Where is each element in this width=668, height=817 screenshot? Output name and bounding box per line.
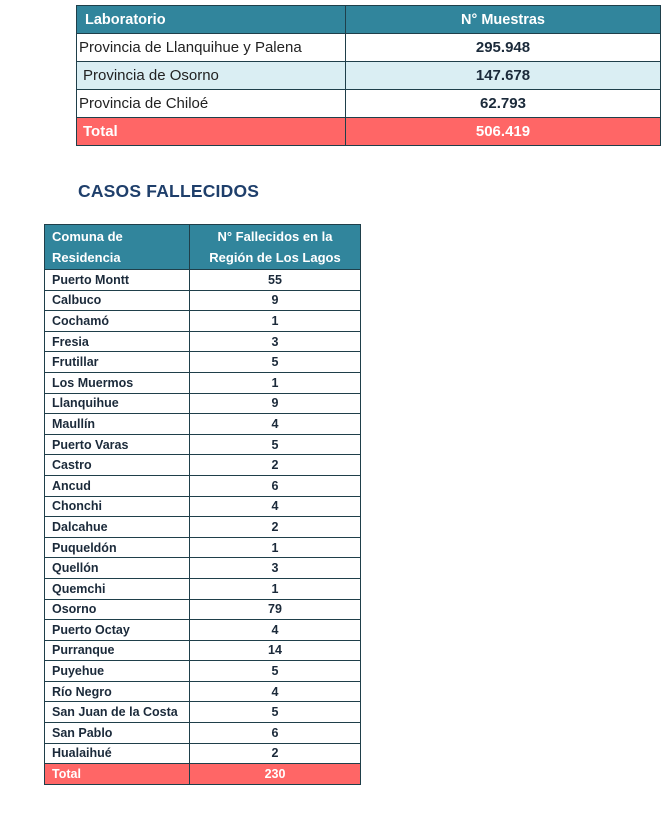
comuna-name: Hualaihué (45, 743, 190, 764)
deaths-by-comuna-table (44, 224, 361, 785)
comuna-name: Quemchi (45, 578, 190, 599)
section-heading-casos-fallecidos: CASOS FALLECIDOS (78, 181, 260, 201)
table-row (77, 90, 661, 118)
table-row (45, 414, 361, 435)
deaths-count: 4 (190, 681, 361, 702)
deaths-count: 9 (190, 393, 361, 414)
table-row (45, 599, 361, 620)
header-comuna-line1: Comuna de (52, 229, 123, 244)
comuna-name: Puqueldón (45, 537, 190, 558)
deaths-count: 6 (190, 475, 361, 496)
deaths-count: 5 (190, 434, 361, 455)
column-header-laboratorio: Laboratorio (77, 6, 346, 34)
comuna-name: Puyehue (45, 661, 190, 682)
comuna-name: Purranque (45, 640, 190, 661)
comuna-name: Quellón (45, 558, 190, 579)
lab-name: Provincia de Osorno (77, 62, 346, 90)
lab-samples-table (76, 5, 661, 146)
total-deaths-value: 230 (190, 764, 361, 785)
total-row (77, 118, 661, 146)
header-count-line2: Región de Los Lagos (209, 250, 341, 265)
table-row (45, 475, 361, 496)
comuna-name: Fresia (45, 331, 190, 352)
table-row (77, 34, 661, 62)
table-row (45, 702, 361, 723)
table-row (45, 620, 361, 641)
table-row (45, 578, 361, 599)
table-row (45, 434, 361, 455)
table-row (45, 517, 361, 538)
total-samples-value: 506.419 (346, 118, 661, 146)
deaths-count: 2 (190, 455, 361, 476)
table-row (45, 290, 361, 311)
column-header-muestras: N° Muestras (346, 6, 661, 34)
deaths-count: 2 (190, 517, 361, 538)
lab-samples-value: 147.678 (346, 62, 661, 90)
table-row (45, 311, 361, 332)
comuna-name: Chonchi (45, 496, 190, 517)
total-label: Total (77, 118, 346, 146)
comuna-name: Castro (45, 455, 190, 476)
deaths-count: 1 (190, 372, 361, 393)
lab-name: Provincia de Llanquihue y Palena (77, 34, 346, 62)
column-header-comuna (45, 225, 190, 270)
lab-samples-value: 295.948 (346, 34, 661, 62)
deaths-count: 4 (190, 496, 361, 517)
comuna-name: Puerto Octay (45, 620, 190, 641)
table-row (45, 270, 361, 291)
total-row (45, 764, 361, 785)
table-row (45, 681, 361, 702)
lab-table-header-row (77, 6, 661, 34)
deaths-count: 5 (190, 702, 361, 723)
comuna-name: Frutillar (45, 352, 190, 373)
lab-name: Provincia de Chiloé (77, 90, 346, 118)
table-row (45, 331, 361, 352)
table-row (45, 537, 361, 558)
table-row (45, 640, 361, 661)
deaths-count: 1 (190, 578, 361, 599)
header-count-line1: N° Fallecidos en la (217, 229, 333, 244)
table-row (45, 455, 361, 476)
comuna-name: Ancud (45, 475, 190, 496)
table-row (45, 372, 361, 393)
table-row (45, 743, 361, 764)
deaths-count: 2 (190, 743, 361, 764)
table-row (45, 723, 361, 744)
comuna-name: Puerto Varas (45, 434, 190, 455)
deaths-count: 5 (190, 661, 361, 682)
table-row (77, 62, 661, 90)
table-row (45, 661, 361, 682)
comuna-name: Llanquihue (45, 393, 190, 414)
deaths-count: 79 (190, 599, 361, 620)
deaths-table-body (45, 270, 361, 785)
deaths-count: 9 (190, 290, 361, 311)
comuna-name: Puerto Montt (45, 270, 190, 291)
comuna-name: Maullín (45, 414, 190, 435)
table-row (45, 496, 361, 517)
deaths-count: 6 (190, 723, 361, 744)
deaths-count: 14 (190, 640, 361, 661)
lab-samples-value: 62.793 (346, 90, 661, 118)
table-row (45, 393, 361, 414)
deaths-count: 55 (190, 270, 361, 291)
header-comuna-line2: Residencia (52, 250, 121, 265)
comuna-name: San Juan de la Costa (45, 702, 190, 723)
comuna-name: Calbuco (45, 290, 190, 311)
comuna-name: Los Muermos (45, 372, 190, 393)
deaths-table-header-row (45, 225, 361, 270)
deaths-count: 1 (190, 311, 361, 332)
table-row (45, 352, 361, 373)
comuna-name: Río Negro (45, 681, 190, 702)
total-label: Total (45, 764, 190, 785)
column-header-fallecidos (190, 225, 361, 270)
deaths-count: 1 (190, 537, 361, 558)
comuna-name: San Pablo (45, 723, 190, 744)
table-row (45, 558, 361, 579)
deaths-count: 3 (190, 558, 361, 579)
deaths-count: 5 (190, 352, 361, 373)
deaths-count: 4 (190, 414, 361, 435)
comuna-name: Osorno (45, 599, 190, 620)
deaths-count: 4 (190, 620, 361, 641)
deaths-count: 3 (190, 331, 361, 352)
comuna-name: Cochamó (45, 311, 190, 332)
comuna-name: Dalcahue (45, 517, 190, 538)
